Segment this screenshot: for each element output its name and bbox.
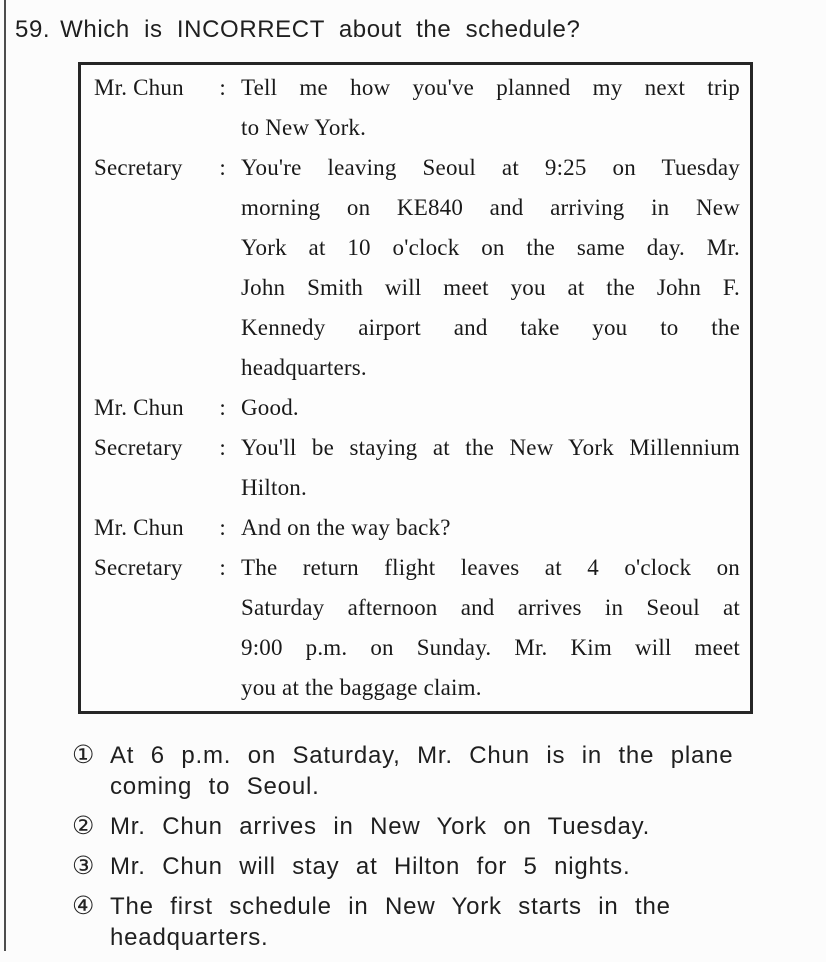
dialogue-line: Good. (241, 395, 299, 420)
dialogue-line: morning on KE840 and arriving in New (241, 195, 740, 220)
speaker-name: Mr. Chun (94, 395, 184, 420)
dialogue-line: 9:00 p.m. on Sunday. Mr. Kim will meet (241, 635, 740, 660)
dialogue-turn (94, 428, 740, 508)
dialogue-line: Hilton. (241, 475, 307, 500)
answer-option (72, 891, 766, 953)
option-text (110, 811, 766, 842)
dialogue-line: Tell me how you've planned my next trip (241, 75, 740, 100)
option-text (110, 891, 766, 953)
dialogue-turn-text (241, 508, 740, 548)
speaker-name: Mr. Chun (94, 515, 184, 540)
dialogue-line: Kennedy airport and take you to the (241, 315, 740, 340)
question-text: Which is INCORRECT about the schedule? (60, 16, 581, 43)
dialogue-line: Saturday afternoon and arrives in Seoul at (241, 595, 740, 620)
speaker-name: Secretary (94, 435, 183, 460)
speaker-colon: : (219, 515, 226, 540)
speaker-colon: : (219, 155, 226, 180)
speaker-cell (94, 388, 226, 428)
dialogue-turn-text (241, 388, 740, 428)
answer-option (72, 811, 766, 842)
dialogue-turn-text (241, 148, 740, 388)
dialogue-line: You'll be staying at the New York Millennium (241, 435, 740, 460)
option-number-icon: ① (72, 741, 95, 769)
answer-options (72, 740, 766, 962)
dialogue-turn-text (241, 548, 740, 708)
dialogue-line: The return flight leaves at 4 o'clock on (241, 555, 740, 580)
option-line: Mr. Chun will stay at Hilton for 5 nights. (110, 853, 631, 880)
dialogue-turn (94, 148, 740, 388)
speaker-colon: : (219, 555, 226, 580)
speaker-cell (94, 548, 226, 708)
question-number: 59. (15, 16, 51, 43)
dialogue-turn (94, 548, 740, 708)
answer-option (72, 851, 766, 882)
option-number-icon: ② (72, 812, 95, 840)
question-heading (15, 13, 580, 47)
dialogue-line: You're leaving Seoul at 9:25 on Tuesday (241, 155, 740, 180)
dialogue-turn-text (241, 428, 740, 508)
answer-option (72, 740, 766, 802)
dialogue-turn-text (241, 68, 740, 148)
speaker-cell (94, 148, 226, 388)
page-column-rule (4, 0, 6, 951)
dialogue-line: you at the baggage claim. (241, 675, 482, 700)
dialogue-line: York at 10 o'clock on the same day. Mr. (241, 235, 740, 260)
speaker-colon: : (219, 435, 226, 460)
speaker-colon: : (219, 395, 226, 420)
dialogue-line: to New York. (241, 115, 367, 140)
dialogue-turn (94, 68, 740, 148)
speaker-cell (94, 68, 226, 148)
option-text (110, 851, 766, 882)
option-line: Mr. Chun arrives in New York on Tuesday. (110, 813, 651, 840)
speaker-cell (94, 428, 226, 508)
dialogue-turn (94, 508, 740, 548)
speaker-name: Mr. Chun (94, 75, 184, 100)
option-line: At 6 p.m. on Saturday, Mr. Chun is in the plane (110, 742, 734, 769)
dialogue-line: John Smith will meet you at the John F. (241, 275, 740, 300)
dialogue-line: headquarters. (241, 355, 367, 380)
speaker-cell (94, 508, 226, 548)
option-line: coming to Seoul. (110, 773, 320, 800)
option-line: The first schedule in New York starts in the (110, 893, 671, 920)
option-text (110, 740, 766, 802)
dialogue-box (78, 62, 753, 714)
option-number-icon: ③ (72, 852, 95, 880)
speaker-colon: : (219, 75, 226, 100)
speaker-name: Secretary (94, 555, 183, 580)
dialogue-line: And on the way back? (241, 515, 451, 540)
dialogue-turn (94, 388, 740, 428)
option-number-icon: ④ (72, 892, 95, 920)
option-line: headquarters. (110, 924, 269, 951)
speaker-name: Secretary (94, 155, 183, 180)
